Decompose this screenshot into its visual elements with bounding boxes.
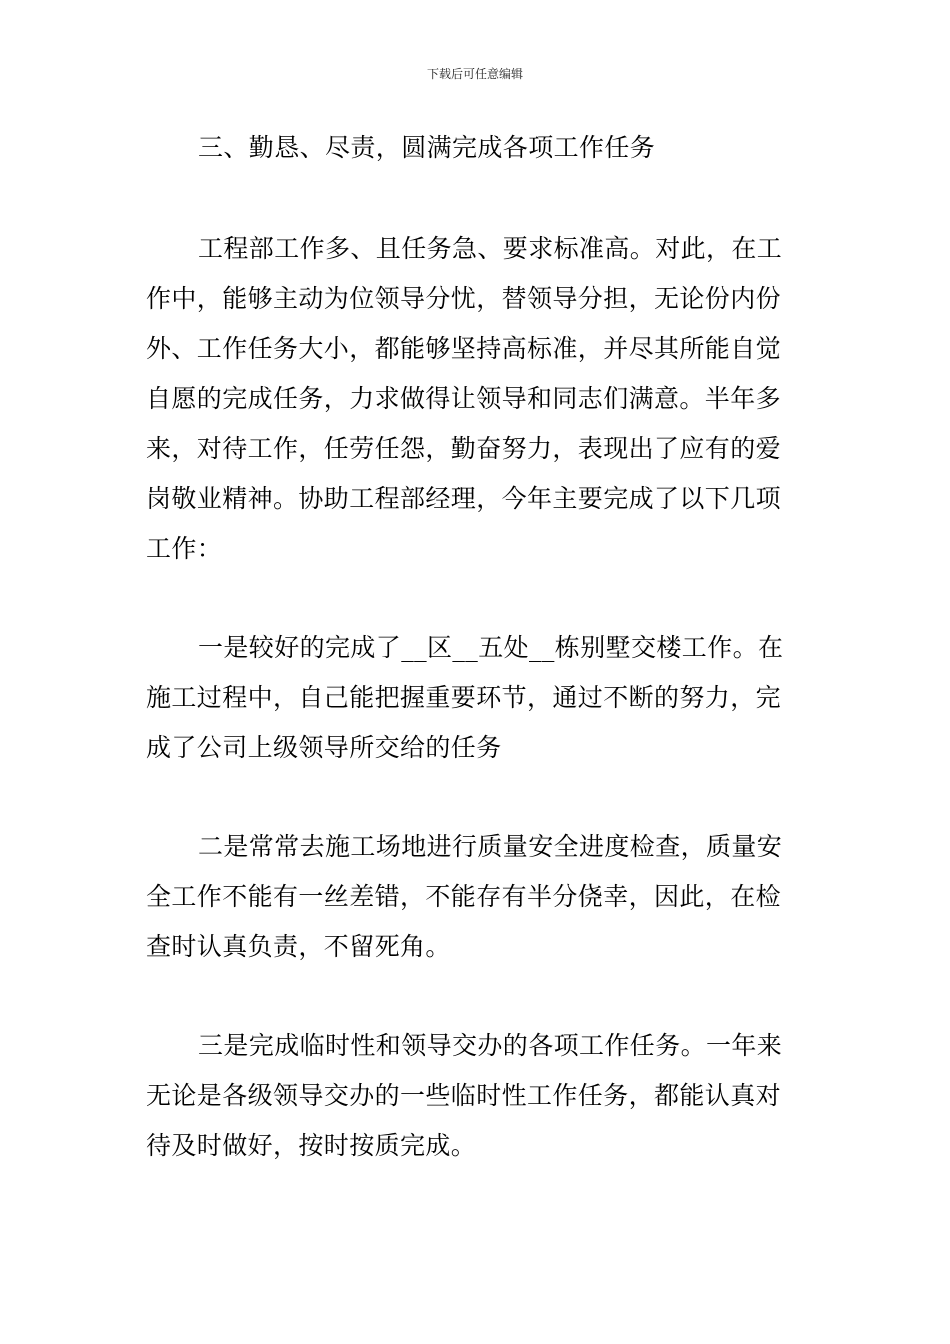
paragraph-line: 二是常常去施工场地进行质量安全进度检查，质量安	[198, 832, 783, 861]
paragraph-line: 工作：	[146, 534, 223, 563]
paragraph-line: 查时认真负责，不留死角。	[146, 932, 451, 961]
paragraph-line: 待及时做好，按时按质完成。	[146, 1131, 477, 1160]
paragraph-line: 来，对待工作，任劳任怨，勤奋努力，表现出了应有的爱	[146, 434, 782, 463]
header-note: 下载后可任意编辑	[426, 67, 523, 81]
section-title: 三、勤恳、尽责，圆满完成各项工作任务	[198, 133, 656, 162]
paragraph-line: 外、工作任务大小，都能够坚持高标准，并尽其所能自觉	[146, 334, 782, 363]
paragraph-line: 工程部工作多、且任务急、要求标准高。对此，在工	[198, 234, 783, 263]
paragraph-line: 成了公司上级领导所交给的任务	[146, 733, 502, 762]
paragraph-line: 全工作不能有一丝差错，不能存有半分侥幸，因此，在检	[146, 882, 782, 911]
paragraph-line: 无论是各级领导交办的一些临时性工作任务，都能认真对	[146, 1081, 782, 1110]
paragraph-line: 自愿的完成任务，力求做得让领导和同志们满意。半年多	[146, 384, 782, 413]
paragraph-line: 一是较好的完成了__区__五处__栋别墅交楼工作。在	[198, 633, 784, 662]
paragraph-line: 三是完成临时性和领导交办的各项工作任务。一年来	[198, 1031, 783, 1060]
paragraph-line: 作中，能够主动为位领导分忧，替领导分担，无论份内份	[146, 284, 782, 313]
paragraph-line: 岗敬业精神。协助工程部经理，今年主要完成了以下几项	[146, 484, 782, 513]
paragraph-line: 施工过程中，自己能把握重要环节，通过不断的努力，完	[146, 683, 782, 712]
